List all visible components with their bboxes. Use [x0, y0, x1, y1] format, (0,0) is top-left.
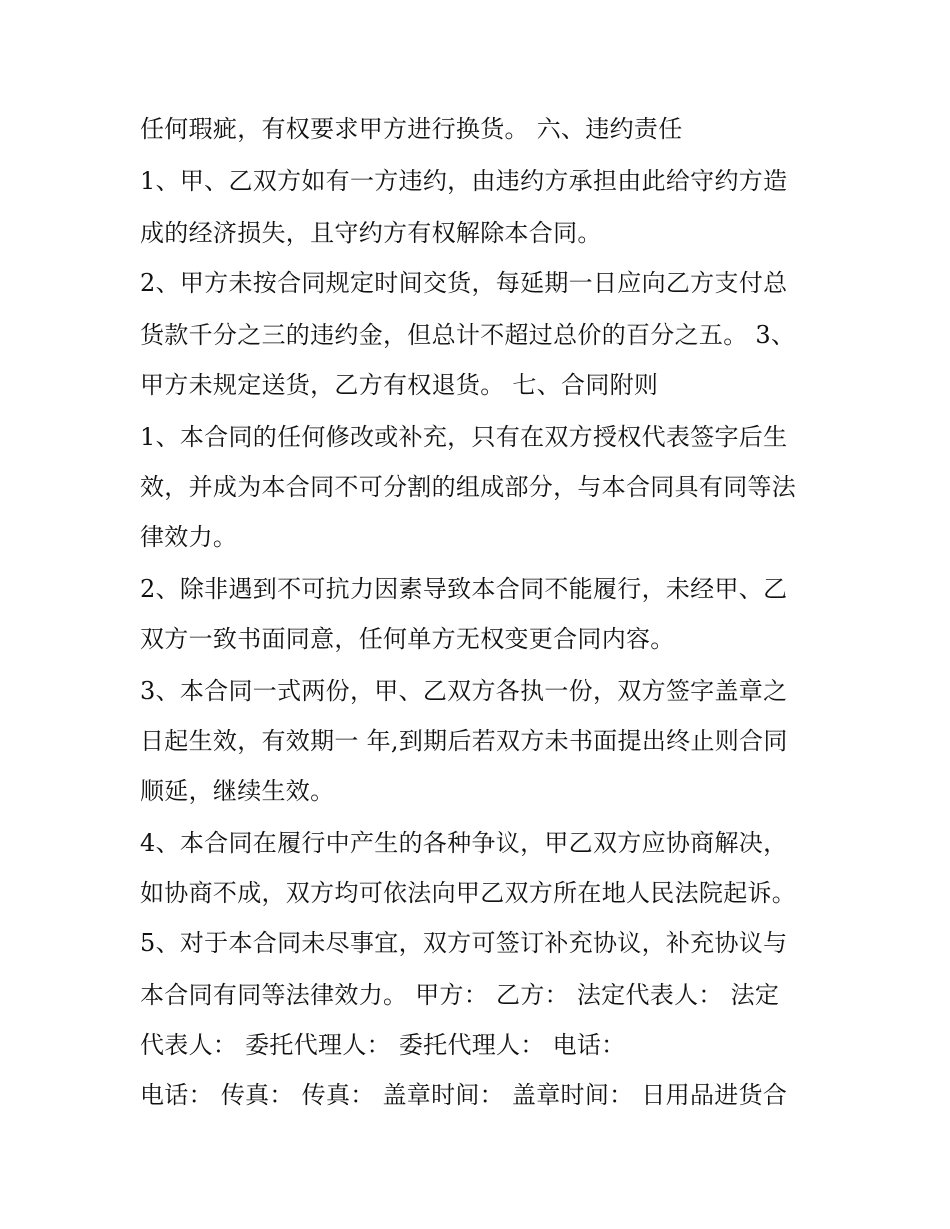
text-line: 如协商不成，双方均可依法向甲乙双方所在地人民法院起诉。: [140, 879, 797, 907]
text-line: 货款千分之三的违约金，但总计不超过总价的百分之五。 3、: [140, 321, 796, 349]
text-line: 2、除非遇到不可抗力因素导致本合同不能履行，未经甲、乙: [140, 575, 788, 603]
text-line: 本合同有同等法律效力。 甲方： 乙方： 法定代表人： 法定: [140, 981, 780, 1009]
text-line: 效，并成为本合同不可分割的组成部分，与本合同具有同等法: [140, 473, 797, 501]
text-line: 2、甲方未按合同规定时间交货，每延期一日应向乙方支付总: [140, 269, 788, 297]
text-line: 4、本合同在履行中产生的各种争议，甲乙双方应协商解决，: [140, 829, 788, 857]
text-line: 电话： 传真： 传真： 盖章时间： 盖章时间： 日用品进货合: [140, 1081, 788, 1109]
text-line: 双方一致书面同意，任何单方无权变更合同内容。: [140, 625, 675, 653]
text-line: 代表人： 委托代理人： 委托代理人： 电话：: [140, 1031, 626, 1059]
text-line: 成的经济损失，且守约方有权解除本合同。: [140, 219, 602, 247]
text-line: 1、本合同的任何修改或补充，只有在双方授权代表签字后生: [140, 423, 788, 451]
text-line: 顺延，继续生效。: [140, 777, 335, 805]
text-line: 律效力。: [140, 523, 238, 551]
text-line: 日起生效，有效期一 年,到期后若双方未书面提出终止则合同: [140, 727, 788, 755]
text-line: 甲方未规定送货，乙方有权退货。 七、合同附则: [140, 371, 659, 399]
text-line: 3、本合同一式两份，甲、乙双方各执一份，双方签字盖章之: [140, 677, 788, 705]
text-line: 1、甲、乙双方如有一方违约，由违约方承担由此给守约方造: [140, 167, 788, 195]
text-line: 5、对于本合同未尽事宜，双方可签订补充协议，补充协议与: [140, 929, 788, 957]
text-line: 任何瑕疵，有权要求甲方进行换货。 六、违约责任: [140, 115, 683, 143]
